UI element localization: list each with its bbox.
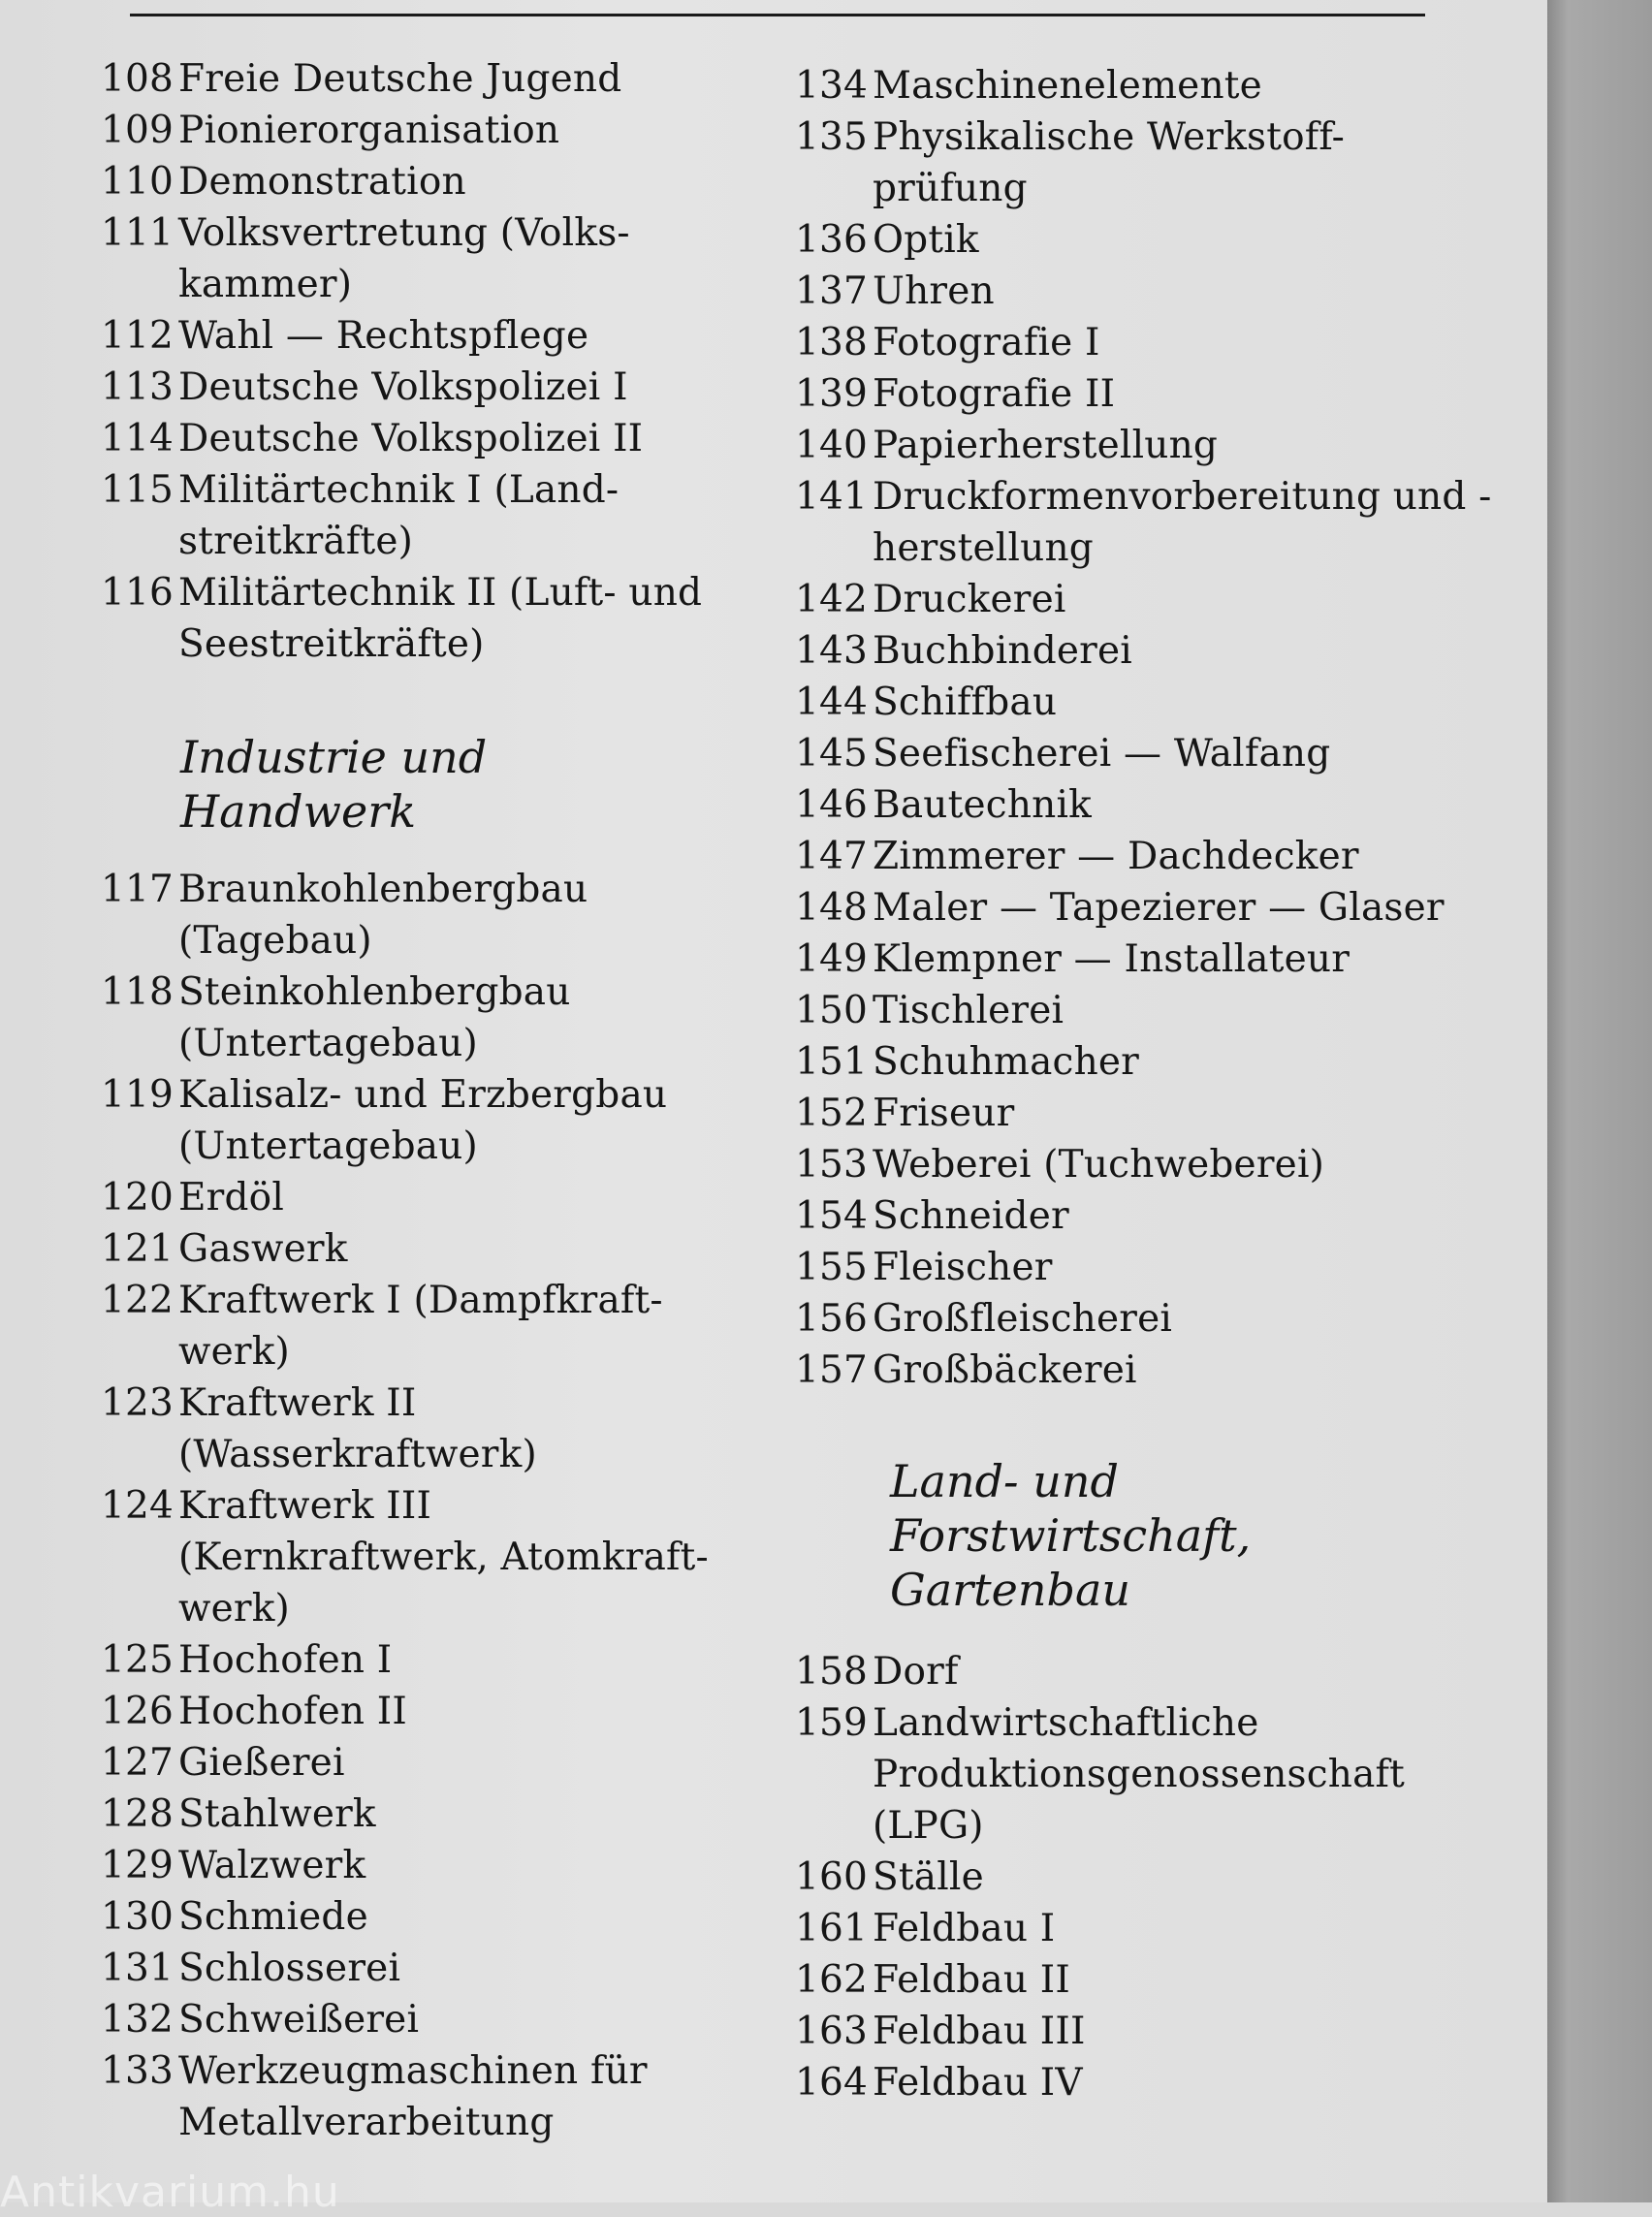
entry-number: 125 — [101, 1638, 175, 1682]
list-item — [795, 1646, 1493, 1697]
entry-number: 137 — [795, 269, 869, 313]
entry-number: 126 — [101, 1690, 175, 1733]
list-item — [795, 1036, 1493, 1088]
entry-title: Militärtechnik I (Land-streitkräfte) — [178, 468, 620, 563]
entry-title: Buchbinderei — [873, 629, 1132, 673]
entry-number: 164 — [795, 2061, 869, 2105]
entry-title: Optik — [873, 218, 979, 262]
entry-number: 144 — [795, 681, 869, 724]
entry-title: Kraftwerk I (Dampfkraft-werk) — [178, 1279, 663, 1374]
entry-number: 128 — [101, 1792, 175, 1836]
list-item — [101, 1172, 721, 1223]
entry-title: Fotografie I — [873, 321, 1100, 364]
entry-number: 149 — [795, 937, 869, 981]
list-item — [101, 1223, 721, 1275]
list-item — [101, 1480, 721, 1634]
entry-title: Freie Deutsche Jugend — [178, 57, 622, 101]
entry-title: Kraftwerk II (Wasserkraftwerk) — [178, 1381, 537, 1476]
entry-number: 131 — [101, 1947, 175, 1990]
list-item — [795, 831, 1493, 882]
list-item — [795, 266, 1493, 317]
entry-title: Volksvertretung (Volks-kammer) — [178, 211, 630, 306]
entry-title: Braunkohlenbergbau (Tagebau) — [178, 868, 588, 963]
entry-title: Druckformenvorbereitung und -herstellung — [873, 475, 1492, 570]
entry-title: Werkzeugmaschinen für Metallverarbeitung — [178, 2049, 648, 2144]
entry-number: 136 — [795, 218, 869, 262]
entry-number: 156 — [795, 1297, 869, 1341]
entry-number: 114 — [101, 417, 175, 460]
entry-title: Deutsche Volkspolizei I — [178, 365, 628, 409]
entry-number: 151 — [795, 1040, 869, 1084]
entry-title: Fleischer — [873, 1246, 1053, 1289]
entry-title: Schuhmacher — [873, 1040, 1140, 1084]
list-item — [101, 1994, 721, 2045]
entry-number: 133 — [101, 2049, 175, 2093]
entry-title: Schmiede — [178, 1895, 368, 1939]
right-column — [795, 60, 1493, 2108]
entry-title: Physikalische Werkstoff-prüfung — [873, 115, 1346, 210]
list-item — [101, 156, 721, 207]
entry-title: Gießerei — [178, 1741, 345, 1785]
entry-number: 146 — [795, 783, 869, 827]
entry-title: Friseur — [873, 1092, 1015, 1135]
entry-title: Demonstration — [178, 160, 466, 204]
list-item — [795, 2006, 1493, 2057]
entry-title: Feldbau III — [873, 2010, 1086, 2053]
list-item — [795, 1903, 1493, 1954]
entry-title: Schlosserei — [178, 1947, 401, 1990]
section-heading-landwirtschaft: Land- und Forstwirtschaft, Gartenbau — [890, 1455, 1252, 1616]
entry-number: 155 — [795, 1246, 869, 1289]
entry-list-landwirtschaft — [795, 1646, 1493, 2108]
entry-number: 111 — [101, 211, 175, 255]
entry-number: 163 — [795, 2010, 869, 2053]
entry-number: 141 — [795, 475, 869, 519]
entry-number: 124 — [101, 1484, 175, 1528]
entry-title: Gaswerk — [178, 1227, 348, 1271]
list-item — [101, 1737, 721, 1789]
entry-number: 152 — [795, 1092, 869, 1135]
list-item — [795, 934, 1493, 985]
top-rule — [130, 14, 1425, 16]
entry-number: 142 — [795, 578, 869, 621]
entry-title: Druckerei — [873, 578, 1066, 621]
entry-number: 162 — [795, 1958, 869, 2002]
entry-title: Tischlerei — [873, 989, 1064, 1032]
entry-number: 110 — [101, 160, 175, 204]
list-item — [101, 1275, 721, 1378]
list-item — [795, 882, 1493, 934]
entry-title: Weberei (Tuchweberei) — [873, 1143, 1325, 1187]
list-item — [101, 1943, 721, 1994]
entry-number: 119 — [101, 1073, 175, 1117]
entry-number: 140 — [795, 424, 869, 467]
entry-title: Großbäckerei — [873, 1348, 1137, 1392]
entry-title: Militärtechnik II (Luft- und Seestreitkräfte) — [178, 571, 703, 666]
entry-number: 145 — [795, 732, 869, 776]
entry-list-politics — [101, 53, 721, 670]
entry-number: 147 — [795, 835, 869, 878]
entry-number: 123 — [101, 1381, 175, 1425]
list-item — [101, 362, 721, 413]
entry-number: 148 — [795, 886, 869, 930]
entry-title: Hochofen II — [178, 1690, 407, 1733]
entry-title: Schweißerei — [178, 1998, 420, 2042]
list-item — [101, 1378, 721, 1480]
entry-number: 160 — [795, 1855, 869, 1899]
entry-number: 115 — [101, 468, 175, 512]
list-item — [101, 413, 721, 464]
list-item — [795, 728, 1493, 779]
entry-number: 139 — [795, 372, 869, 416]
list-item — [101, 207, 721, 310]
entry-number: 127 — [101, 1741, 175, 1785]
list-item — [795, 111, 1493, 214]
list-item — [795, 1345, 1493, 1396]
entry-number: 121 — [101, 1227, 175, 1271]
entry-title: Seefischerei — Walfang — [873, 732, 1331, 776]
list-item — [795, 471, 1493, 574]
entry-number: 138 — [795, 321, 869, 364]
entry-title: Ställe — [873, 1855, 984, 1899]
entry-title: Feldbau IV — [873, 2061, 1083, 2105]
list-item — [795, 1190, 1493, 1242]
entry-number: 118 — [101, 970, 175, 1014]
entry-title: Klempner — Installateur — [873, 937, 1350, 981]
list-item — [101, 567, 721, 670]
entry-title: Großfleischerei — [873, 1297, 1173, 1341]
entry-title: Deutsche Volkspolizei II — [178, 417, 644, 460]
list-item — [795, 60, 1493, 111]
list-item — [795, 779, 1493, 831]
entry-number: 157 — [795, 1348, 869, 1392]
list-item — [101, 864, 721, 966]
list-item — [101, 1634, 721, 1686]
list-item — [101, 1840, 721, 1891]
entry-title: Walzwerk — [178, 1844, 366, 1887]
list-item — [795, 625, 1493, 677]
entry-title: Bautechnik — [873, 783, 1092, 827]
entry-number: 109 — [101, 109, 175, 152]
entry-title: Pionierorganisation — [178, 109, 560, 152]
entry-number: 134 — [795, 64, 869, 108]
entry-title: Uhren — [873, 269, 995, 313]
entry-list-technik — [795, 60, 1493, 1396]
entry-number: 130 — [101, 1895, 175, 1939]
entry-title: Papierherstellung — [873, 424, 1219, 467]
entry-number: 117 — [101, 868, 175, 911]
list-item — [101, 2045, 721, 2148]
entry-number: 120 — [101, 1176, 175, 1219]
list-item — [101, 1789, 721, 1840]
entry-number: 113 — [101, 365, 175, 409]
entry-list-industrie — [101, 864, 721, 2148]
entry-title: Schneider — [873, 1194, 1069, 1238]
entry-title: Wahl — Rechtspflege — [178, 314, 589, 358]
list-item — [101, 464, 721, 567]
entry-number: 143 — [795, 629, 869, 673]
list-item — [795, 1852, 1493, 1903]
entry-title: Kraftwerk III (Kernkraftwerk, Atomkraft-werk) — [178, 1484, 709, 1631]
entry-number: 154 — [795, 1194, 869, 1238]
list-item — [795, 1697, 1493, 1852]
list-item — [795, 1954, 1493, 2006]
list-item — [795, 214, 1493, 266]
list-item — [101, 53, 721, 105]
list-item — [101, 1686, 721, 1737]
entry-title: Schiffbau — [873, 681, 1058, 724]
entry-number: 161 — [795, 1907, 869, 1950]
entry-title: Maschinenelemente — [873, 64, 1262, 108]
entry-number: 116 — [101, 571, 175, 615]
entry-title: Erdöl — [178, 1176, 285, 1219]
list-item — [101, 1069, 721, 1172]
entry-number: 135 — [795, 115, 869, 159]
entry-number: 108 — [101, 57, 175, 101]
left-column — [101, 53, 721, 2148]
list-item — [795, 677, 1493, 728]
list-item — [795, 420, 1493, 471]
watermark: Antikvarium.hu — [0, 2168, 340, 2217]
entry-title: Hochofen I — [178, 1638, 393, 1682]
entry-number: 159 — [795, 1701, 869, 1745]
list-item — [101, 105, 721, 156]
entry-title: Zimmerer — Dachdecker — [873, 835, 1359, 878]
entry-title: Steinkohlenbergbau (Untertagebau) — [178, 970, 571, 1065]
entry-number: 153 — [795, 1143, 869, 1187]
list-item — [795, 574, 1493, 625]
entry-number: 112 — [101, 314, 175, 358]
list-item — [795, 1242, 1493, 1293]
list-item — [795, 985, 1493, 1036]
list-item — [795, 1293, 1493, 1345]
page-edge — [1547, 0, 1652, 2202]
list-item — [795, 1088, 1493, 1139]
list-item — [795, 368, 1493, 420]
list-item — [101, 1891, 721, 1943]
list-item — [101, 310, 721, 362]
entry-number: 129 — [101, 1844, 175, 1887]
entry-title: Fotografie II — [873, 372, 1116, 416]
entry-number: 122 — [101, 1279, 175, 1322]
list-item — [795, 1139, 1493, 1190]
entry-number: 158 — [795, 1650, 869, 1694]
entry-title: Dorf — [873, 1650, 959, 1694]
entry-title: Landwirtschaftliche Produktionsgenossenschaft (LPG) — [873, 1701, 1406, 1848]
list-item — [795, 2057, 1493, 2108]
list-item — [101, 966, 721, 1069]
entry-title: Stahlwerk — [178, 1792, 376, 1836]
section-heading-industrie: Industrie und Handwerk — [180, 731, 488, 838]
entry-title: Feldbau I — [873, 1907, 1056, 1950]
entry-title: Maler — Tapezierer — Glaser — [873, 886, 1445, 930]
list-item — [795, 317, 1493, 368]
entry-number: 132 — [101, 1998, 175, 2042]
entry-title: Feldbau II — [873, 1958, 1070, 2002]
entry-title: Kalisalz- und Erzbergbau (Untertagebau) — [178, 1073, 668, 1168]
entry-number: 150 — [795, 989, 869, 1032]
